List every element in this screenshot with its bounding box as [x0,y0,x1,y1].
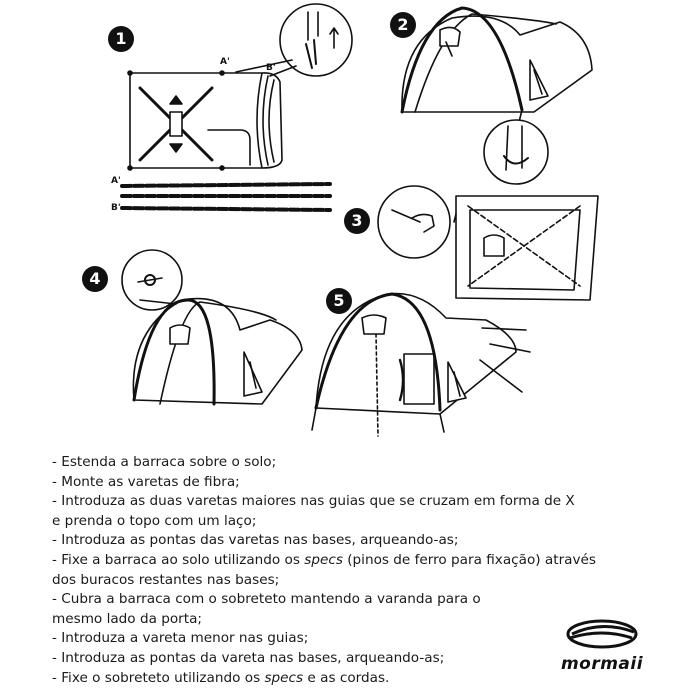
logo-emblem-icon [556,614,648,654]
instruction-text: mesmo lado da porta; [52,610,202,627]
step2-illustration [402,8,592,184]
instruction-line [52,453,572,473]
instruction-line [52,590,572,610]
instruction-line [52,551,596,571]
instruction-text: dos buracos restantes nas bases; [52,571,280,588]
instruction-text: - Cubra a barraca com o sobreteto mantendo a varanda para o [52,591,481,608]
step5-illustration [312,294,530,437]
instruction-text: - Fixe o sobreteto utilizando os [52,669,265,686]
instruction-emphasis: specs [304,551,343,568]
label-b-rod: B' [111,203,121,213]
instruction-line [52,571,572,591]
instruction-text: - Monte as varetas de fibra; [52,473,240,490]
step-number-4: 4 [82,266,108,292]
step3-illustration [378,186,598,300]
step4-illustration [122,250,302,404]
logo-wordmark: mormaii [560,654,644,674]
instruction-text: - Introduza a vareta menor nas guias; [52,630,309,647]
step-number-3: 3 [344,208,370,234]
label-b-top: B' [266,63,276,73]
instructions-text [52,453,596,688]
instruction-line [52,629,572,649]
step-number-1: 1 [108,26,134,52]
label-a-top: A' [220,57,230,67]
instruction-line [52,473,572,493]
instruction-line [52,492,575,512]
instruction-text: - Estenda a barraca sobre o solo; [52,454,277,470]
instruction-line [52,669,572,689]
step1-illustration [122,4,352,210]
instruction-text: - Introduza as pontas das varetas nas bases, arqueando-as; [52,532,459,549]
instruction-line [52,649,572,669]
instruction-text: e prenda o topo com um laço; [52,512,257,529]
instruction-emphasis: specs [264,669,304,686]
instruction-text: (pinos de ferro para fixação) através [342,551,596,568]
step-number-2: 2 [390,12,416,38]
instruction-line [52,610,572,630]
instruction-line [52,512,572,532]
instruction-text: e as cordas. [303,669,390,686]
step-number-5: 5 [326,288,352,314]
instruction-text: - Introduza as duas varetas maiores nas guias que se cruzam em forma de X [52,493,575,510]
label-a-rod: A' [111,176,121,186]
instruction-text: - Introduza as pontas da vareta nas bases, arqueando-as; [52,649,445,666]
brand-logo [556,614,648,684]
instruction-text: - Fixe a barraca ao solo utilizando os [52,551,305,568]
instruction-line [52,531,572,551]
